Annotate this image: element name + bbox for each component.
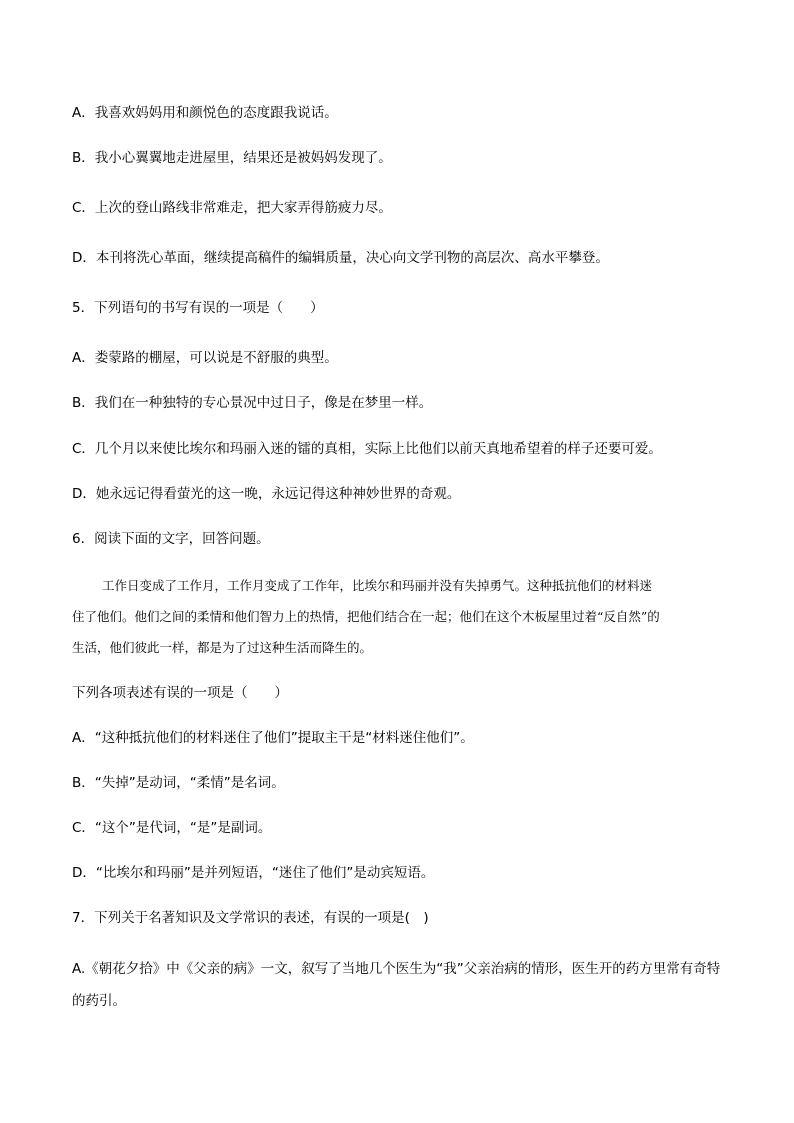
q6-passage-line-2: 住了他们。他们之间的柔情和他们智力上的热情，把他们结合在一起；他们在这个木板屋里过着“反自然”的 (72, 609, 660, 624)
q6-passage-line-3: 生活，他们彼此一样，都是为了过这种生活而降生的。 (72, 640, 373, 655)
q6-stem: 6．阅读下面的文字，回答问题。 (72, 531, 270, 547)
q4-option-a: A．我喜欢妈妈用和颜悦色的态度跟我说话。 (72, 105, 338, 121)
q6-option-d: D．“比埃尔和玛丽”是并列短语，“迷住了他们”是动宾短语。 (72, 865, 435, 881)
q6-option-c: C．“这个”是代词，“是”是副词。 (72, 820, 272, 836)
q5-option-b: B．我们在一种独特的专心景况中过日子，像是在梦里一样。 (72, 395, 433, 411)
q7-stem: 7．下列关于名著知识及文学常识的表述，有误的一项是( ) (72, 910, 429, 926)
q4-option-b: B．我小心翼翼地走进屋里，结果还是被妈妈发现了。 (72, 150, 392, 166)
q6-option-a: A．“这种抵抗他们的材料迷住了他们”提取主干是“材料迷住他们”。 (72, 730, 474, 746)
q5-option-a: A．娄蒙路的棚屋，可以说是不舒服的典型。 (72, 350, 338, 366)
q7-option-a: A.《朝花夕拾》中《父亲的病》一文，叙写了当地几个医生为“我”父亲治病的情形，医生开的药方里常有奇特的药引。 (72, 961, 721, 1009)
q6-passage-line-1: 工作日变成了工作月，工作月变成了工作年，比埃尔和玛丽并没有失掉勇气。这种抵抗他们的材料迷 (102, 578, 653, 593)
q5-option-d: D．她永远记得看萤光的这一晚，永远记得这种神妙世界的奇观。 (72, 486, 461, 502)
q6-option-b: B．“失掉”是动词，“柔情”是名词。 (72, 775, 285, 791)
q6-question: 下列各项表述有误的一项是（ ） (72, 685, 288, 701)
q5-option-c: C．几个月以来使比埃尔和玛丽入迷的镭的真相，实际上比他们以前天真地希望着的样子还要可爱。 (72, 441, 662, 457)
q4-option-d: D．本刊将洗心革面，继续提高稿件的编辑质量，决心向文学刊物的高层次、高水平攀登。 (72, 250, 609, 266)
q5-stem: 5．下列语句的书写有误的一项是（ ） (72, 300, 324, 316)
q4-option-c: C．上次的登山路线非常难走，把大家弄得筋疲力尽。 (72, 200, 392, 216)
